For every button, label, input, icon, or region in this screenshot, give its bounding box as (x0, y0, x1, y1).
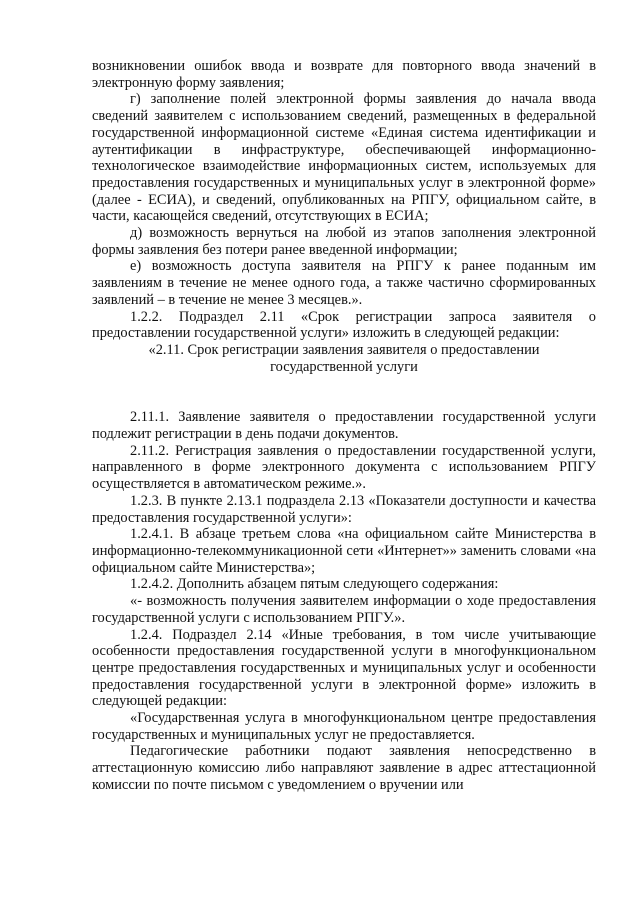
paragraph-teachers: Педагогические работники подают заявления непосредственно в аттестационную комиссию либо направляют заявление в адрес аттестационной комиссии по почте письмом с уведомлением о вручении или (92, 743, 596, 793)
paragraph-item-g: г) заполнение полей электронной формы заявления до начала ввода сведений заявителем с использованием сведений, размещенных в федеральной государственной информационной системе «Единая система идентификации и аутентификации в инфраструктуре, обеспечивающей информационно-технологическое взаимодействие информационных систем, используемых для предоставления государственных и муниципальных услуг в электронной форме» (далее - ЕСИА), и сведений, опубликованных на РПГУ, официальном сайте, в части, касающейся сведений, отсутствующих в ЕСИА; (92, 91, 596, 225)
paragraph-1-2-2: 1.2.2. Подраздел 2.11 «Срок регистрации запроса заявителя о предоставлении государственной услуги» изложить в следующей редакции: (92, 308, 596, 342)
paragraph-2-11-2: 2.11.2. Регистрация заявления о предоставлении государственной услуги, направленного в форме электронного документа с использованием РПГУ осуществляется в автоматическом режиме.». (92, 442, 596, 493)
paragraph-1-2-4-1: 1.2.4.1. В абзаце третьем слова «на официальном сайте Министерства в информационно-телекоммуникационной сети «Интернет»» заменить словами «на официальном сайте Министерства»; (92, 526, 596, 576)
document-page (92, 58, 596, 794)
paragraph-quote-rpgu: «- возможность получения заявителем информации о ходе предоставления государственной услуги с использованием РПГУ.». (92, 593, 596, 626)
section-heading-2-11: «2.11. Срок регистрации заявления заявителя о предоставлении государственной услуги (148, 341, 540, 375)
paragraph-1-2-4: 1.2.4. Подраздел 2.14 «Иные требования, в том числе учитывающие особенности предоставления государственной услуги в многофункциональном центре предоставления государственных и муниципальных услуг и особенности предоставления государственной услуги в электронной форме» изложить в следующей редакции: (92, 626, 596, 710)
paragraph-quote-mfc: «Государственная услуга в многофункциональном центре предоставления государственных и муниципальных услуг не предоставляется. (92, 710, 596, 743)
paragraph-item-e: е) возможность доступа заявителя на РПГУ к ранее поданным им заявлениям в течение не менее одного года, а также частично сформированных заявлений – в течение не менее 3 месяцев.». (92, 258, 596, 308)
paragraph-1-2-4-2: 1.2.4.2. Дополнить абзацем пятым следующего содержания: (130, 576, 499, 593)
paragraph-1-2-3: 1.2.3. В пункте 2.13.1 подраздела 2.13 «Показатели доступности и качества предоставления государственной услуги»: (92, 492, 596, 526)
paragraph-2-11-1: 2.11.1. Заявление заявителя о предоставлении государственной услуги подлежит регистрации в день подачи документов. (92, 409, 596, 443)
blank-line (92, 375, 596, 409)
paragraph-item-d: д) возможность вернуться на любой из этапов заполнения электронной формы заявления без потери ранее введенной информации; (92, 225, 596, 258)
paragraph-continuation: возникновении ошибок ввода и возврате для повторного ввода значений в электронную форму заявления; (92, 58, 596, 91)
